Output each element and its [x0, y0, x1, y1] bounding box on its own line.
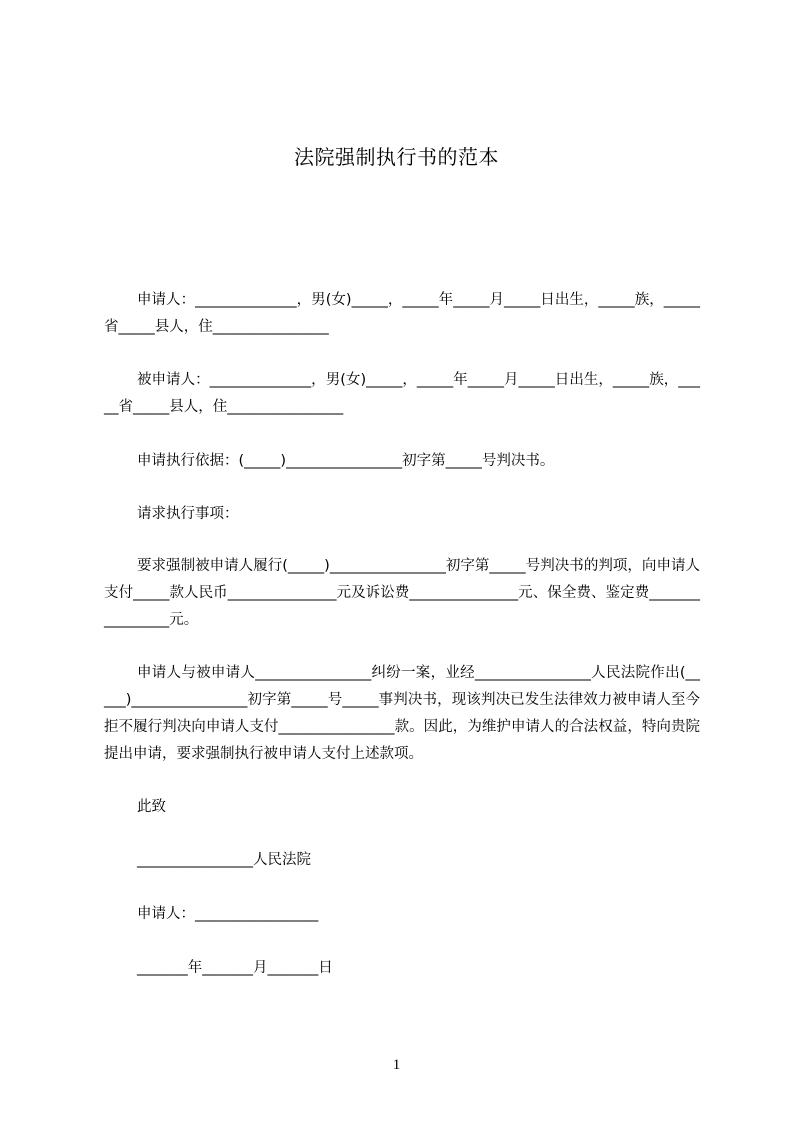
signature-date: _______年_______月_______日	[137, 960, 333, 976]
page-number: 1	[392, 1057, 401, 1073]
applicant-signature: 申请人：_________________	[137, 906, 319, 922]
request-item: 要求强制被申请人履行(_____)________________初字第_____号判决书的判项，向申请人支付_____款人民币_______________元及诉讼费_______________元、保全费、鉴定费________________元。	[104, 558, 700, 628]
applicant-info: 申请人：______________，男(女)_____，_____年_____月_____日出生，_____族，_____省_____县人，住________________	[104, 292, 700, 335]
closing-salutation: 此致	[137, 799, 166, 815]
facts-paragraph: 申请人与被申请人________________纠纷一案，业经________________人民法院作出(_____)________________初字第_____号_____事判决书，现该判决已发生法律效力被申请人至今拒不履行判决向申请人支付________________款。因此，为维护申请人的合法权益，特向贵院提出申请，要求强制执行被申请人支付上述款项。	[104, 665, 700, 762]
court-addressee: ________________人民法院	[137, 852, 311, 868]
respondent-info: 被申请人：______________，男(女)_____，_____年_____月_____日出生，_____族，_____省_____县人，住________________	[104, 372, 700, 415]
document-title: 法院强制执行书的范本	[294, 145, 499, 169]
request-heading: 请求执行事项：	[137, 506, 239, 522]
enforcement-basis: 申请执行依据：(_____)________________初字第_____号判决书。	[137, 453, 555, 469]
